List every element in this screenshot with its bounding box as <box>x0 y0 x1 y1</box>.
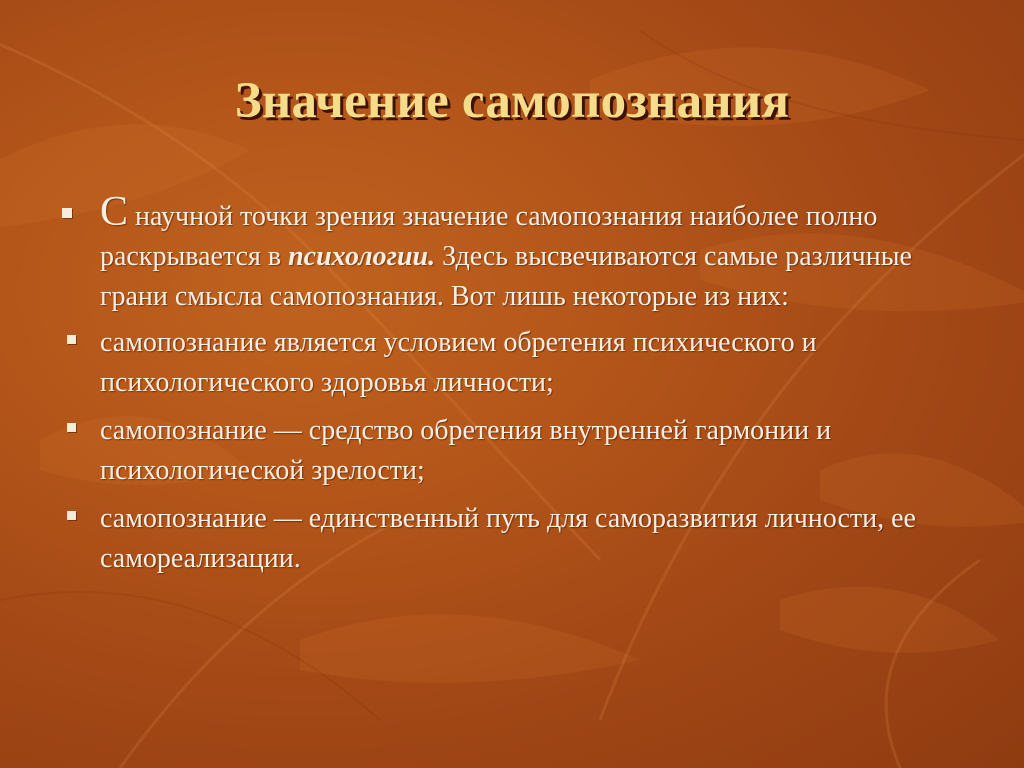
square-bullet-icon <box>62 208 72 218</box>
item-text: самопознание — единственный путь для саморазвития личности, ее самореализации. <box>100 503 916 574</box>
initial-letter: С <box>100 189 129 235</box>
item-text-emphasis: психологии. <box>288 241 436 272</box>
list-item <box>60 323 980 403</box>
square-bullet-icon <box>67 423 76 432</box>
square-bullet-icon <box>67 511 76 520</box>
item-text-before: научной точки зрения значение самопознания наиболее полно раскрывается в <box>100 201 878 272</box>
list-item <box>60 411 980 491</box>
item-text: самопознание является условием обретения психического и психологического здоровья личности; <box>100 327 817 398</box>
item-text: самопознание — средство обретения внутренней гармонии и психологической зрелости; <box>100 415 832 486</box>
list-item <box>60 189 980 317</box>
slide-title: Значение самопознания <box>234 73 790 129</box>
square-bullet-icon <box>67 335 76 344</box>
bullet-list <box>60 189 980 587</box>
list-item <box>60 499 980 579</box>
item-text-after: Здесь высвечиваются самые различные грани смысла самопознания. Вот лишь некоторые из них: <box>100 241 912 312</box>
